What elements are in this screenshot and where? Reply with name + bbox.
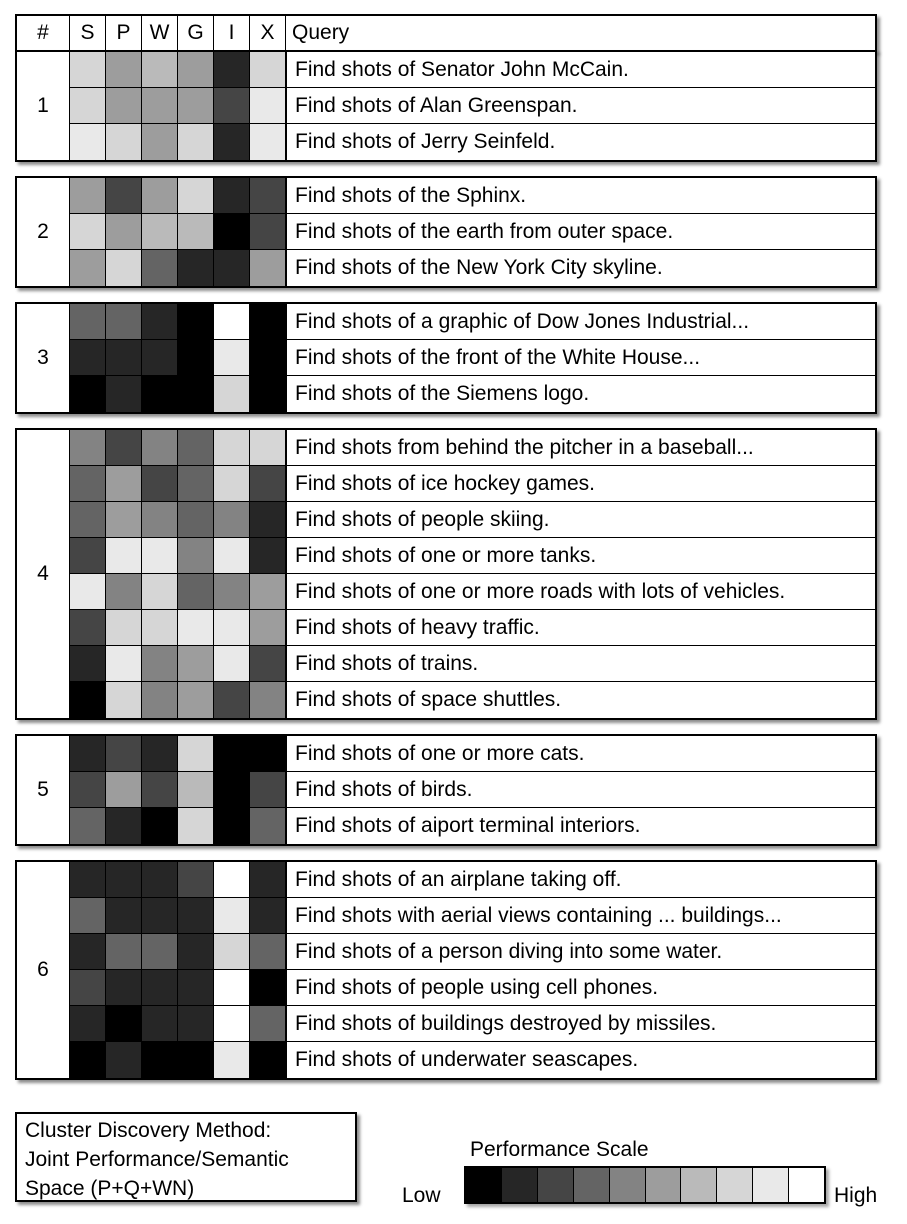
scale-swatch — [502, 1168, 538, 1202]
score-cell-i — [214, 376, 250, 412]
score-cell-i — [214, 1042, 250, 1078]
score-cell-i — [214, 970, 250, 1006]
score-cell-s — [70, 1042, 106, 1078]
method-line-1: Cluster Discovery Method: — [25, 1119, 272, 1142]
cluster-number: 5 — [17, 736, 70, 844]
score-cell-p — [106, 736, 142, 772]
score-cell-g — [178, 736, 214, 772]
score-cell-i — [214, 124, 250, 160]
score-cell-g — [178, 934, 214, 970]
cluster-number: 6 — [17, 862, 70, 1078]
score-cell-p — [106, 862, 142, 898]
score-cell-w — [142, 250, 178, 286]
score-cell-p — [106, 502, 142, 538]
scale-swatch — [753, 1168, 789, 1202]
score-cell-g — [178, 304, 214, 340]
header-col-i: I — [214, 16, 250, 50]
score-cell-i — [214, 682, 250, 718]
cluster-4 — [15, 428, 877, 720]
score-cell-w — [142, 376, 178, 412]
score-cell-s — [70, 430, 106, 466]
query-text: Find shots of underwater seascapes. — [286, 1042, 875, 1078]
score-cell-w — [142, 1006, 178, 1042]
score-cell-w — [142, 430, 178, 466]
score-cell-i — [214, 88, 250, 124]
score-cell-x — [250, 466, 286, 502]
query-text: Find shots of the Siemens logo. — [286, 376, 875, 412]
score-cell-i — [214, 502, 250, 538]
cluster-1 — [15, 50, 877, 162]
scale-swatch — [681, 1168, 717, 1202]
score-cell-s — [70, 376, 106, 412]
score-cell-i — [214, 934, 250, 970]
score-cell-p — [106, 340, 142, 376]
score-cell-p — [106, 214, 142, 250]
score-cell-i — [214, 574, 250, 610]
score-cell-p — [106, 304, 142, 340]
method-line-3: Space (P+Q+WN) — [25, 1177, 195, 1200]
query-text: Find shots of one or more cats. — [286, 736, 875, 772]
score-cell-p — [106, 646, 142, 682]
score-cell-g — [178, 646, 214, 682]
score-cell-s — [70, 304, 106, 340]
score-cell-p — [106, 574, 142, 610]
query-text: Find shots of one or more tanks. — [286, 538, 875, 574]
score-cell-x — [250, 178, 286, 214]
score-cell-p — [106, 52, 142, 88]
score-cell-x — [250, 538, 286, 574]
score-cell-g — [178, 178, 214, 214]
score-cell-s — [70, 124, 106, 160]
score-cell-w — [142, 466, 178, 502]
score-cell-w — [142, 538, 178, 574]
score-cell-w — [142, 88, 178, 124]
score-cell-p — [106, 1006, 142, 1042]
score-cell-x — [250, 502, 286, 538]
score-cell-x — [250, 340, 286, 376]
score-cell-w — [142, 682, 178, 718]
score-cell-i — [214, 466, 250, 502]
score-cell-x — [250, 736, 286, 772]
score-cell-s — [70, 466, 106, 502]
score-cell-s — [70, 970, 106, 1006]
score-cell-p — [106, 934, 142, 970]
score-cell-x — [250, 772, 286, 808]
score-cell-g — [178, 430, 214, 466]
method-line-2: Joint Performance/Semantic — [25, 1148, 289, 1171]
score-cell-p — [106, 808, 142, 844]
scale-low-label: Low — [402, 1184, 441, 1207]
score-cell-x — [250, 682, 286, 718]
score-cell-p — [106, 88, 142, 124]
header-col-s: S — [70, 16, 106, 50]
score-cell-w — [142, 610, 178, 646]
score-cell-x — [250, 430, 286, 466]
query-text: Find shots of Alan Greenspan. — [286, 88, 875, 124]
header-query: Query — [292, 21, 350, 44]
score-cell-x — [250, 610, 286, 646]
score-cell-x — [250, 1006, 286, 1042]
score-cell-i — [214, 646, 250, 682]
score-cell-g — [178, 502, 214, 538]
query-text: Find shots of aiport terminal interiors. — [286, 808, 875, 844]
score-cell-g — [178, 898, 214, 934]
score-cell-i — [214, 178, 250, 214]
score-cell-g — [178, 1042, 214, 1078]
score-cell-i — [214, 772, 250, 808]
score-cell-w — [142, 934, 178, 970]
score-cell-i — [214, 898, 250, 934]
scale-swatch — [610, 1168, 646, 1202]
score-cell-g — [178, 772, 214, 808]
score-cell-w — [142, 124, 178, 160]
score-cell-i — [214, 52, 250, 88]
score-cell-x — [250, 970, 286, 1006]
score-cell-s — [70, 574, 106, 610]
cluster-6 — [15, 860, 877, 1080]
score-cell-w — [142, 52, 178, 88]
query-text: Find shots of heavy traffic. — [286, 610, 875, 646]
score-cell-x — [250, 124, 286, 160]
score-cell-p — [106, 466, 142, 502]
score-cell-x — [250, 862, 286, 898]
query-text: Find shots of Jerry Seinfeld. — [286, 124, 875, 160]
score-cell-g — [178, 340, 214, 376]
score-cell-w — [142, 304, 178, 340]
score-cell-p — [106, 250, 142, 286]
header-col-x: X — [250, 16, 286, 50]
performance-scale-bar — [464, 1166, 826, 1204]
table-header — [15, 14, 877, 52]
score-cell-x — [250, 1042, 286, 1078]
score-cell-g — [178, 970, 214, 1006]
score-cell-g — [178, 466, 214, 502]
score-cell-i — [214, 430, 250, 466]
cluster-method-box — [15, 1112, 357, 1202]
cluster-number: 4 — [17, 430, 70, 718]
score-cell-p — [106, 898, 142, 934]
score-cell-i — [214, 610, 250, 646]
cluster-2 — [15, 176, 877, 288]
score-cell-p — [106, 1042, 142, 1078]
score-cell-x — [250, 52, 286, 88]
scale-swatch — [466, 1168, 502, 1202]
score-cell-w — [142, 862, 178, 898]
header-num: # — [17, 16, 70, 50]
score-cell-w — [142, 808, 178, 844]
cluster-number: 2 — [17, 178, 70, 286]
score-cell-x — [250, 574, 286, 610]
score-cell-p — [106, 610, 142, 646]
query-text: Find shots of birds. — [286, 772, 875, 808]
scale-high-label: High — [834, 1184, 878, 1207]
score-cell-g — [178, 250, 214, 286]
score-cell-w — [142, 574, 178, 610]
score-cell-w — [142, 1042, 178, 1078]
query-text: Find shots of the New York City skyline. — [286, 250, 875, 286]
score-cell-w — [142, 646, 178, 682]
query-text: Find shots of a person diving into some water. — [286, 934, 875, 970]
score-cell-p — [106, 970, 142, 1006]
score-cell-g — [178, 124, 214, 160]
score-cell-i — [214, 304, 250, 340]
score-cell-x — [250, 898, 286, 934]
score-cell-x — [250, 304, 286, 340]
score-cell-g — [178, 88, 214, 124]
score-cell-x — [250, 808, 286, 844]
query-text: Find shots of people using cell phones. — [286, 970, 875, 1006]
query-text: Find shots of space shuttles. — [286, 682, 875, 718]
score-cell-s — [70, 646, 106, 682]
query-text: Find shots of an airplane taking off. — [286, 862, 875, 898]
score-cell-p — [106, 178, 142, 214]
score-cell-w — [142, 772, 178, 808]
score-cell-s — [70, 502, 106, 538]
score-cell-g — [178, 538, 214, 574]
query-text: Find shots of people skiing. — [286, 502, 875, 538]
score-cell-s — [70, 808, 106, 844]
scale-swatch — [574, 1168, 610, 1202]
score-cell-s — [70, 862, 106, 898]
score-cell-s — [70, 52, 106, 88]
score-cell-s — [70, 772, 106, 808]
query-text: Find shots of the front of the White House... — [286, 340, 875, 376]
score-cell-w — [142, 340, 178, 376]
score-cell-i — [214, 1006, 250, 1042]
score-cell-s — [70, 682, 106, 718]
score-cell-x — [250, 646, 286, 682]
score-cell-w — [142, 214, 178, 250]
query-text: Find shots of buildings destroyed by missiles. — [286, 1006, 875, 1042]
score-cell-s — [70, 1006, 106, 1042]
score-cell-g — [178, 862, 214, 898]
query-text: Find shots from behind the pitcher in a baseball... — [286, 430, 875, 466]
score-cell-x — [250, 934, 286, 970]
score-cell-g — [178, 574, 214, 610]
query-text: Find shots of Senator John McCain. — [286, 52, 875, 88]
score-cell-i — [214, 340, 250, 376]
query-text: Find shots of ice hockey games. — [286, 466, 875, 502]
score-cell-x — [250, 88, 286, 124]
query-text: Find shots of the earth from outer space. — [286, 214, 875, 250]
score-cell-s — [70, 538, 106, 574]
scale-swatch — [646, 1168, 682, 1202]
score-cell-x — [250, 214, 286, 250]
scale-title: Performance Scale — [470, 1138, 649, 1161]
score-cell-g — [178, 682, 214, 718]
score-cell-p — [106, 772, 142, 808]
query-text: Find shots of a graphic of Dow Jones Industrial... — [286, 304, 875, 340]
header-col-w: W — [142, 16, 178, 50]
query-text: Find shots of trains. — [286, 646, 875, 682]
score-cell-g — [178, 610, 214, 646]
score-cell-g — [178, 808, 214, 844]
score-cell-w — [142, 736, 178, 772]
score-cell-g — [178, 52, 214, 88]
score-cell-p — [106, 376, 142, 412]
header-col-g: G — [178, 16, 214, 50]
score-cell-w — [142, 970, 178, 1006]
score-cell-i — [214, 214, 250, 250]
query-text: Find shots with aerial views containing ... buildings... — [286, 898, 875, 934]
score-cell-w — [142, 178, 178, 214]
score-cell-w — [142, 502, 178, 538]
score-cell-g — [178, 1006, 214, 1042]
score-cell-s — [70, 88, 106, 124]
score-cell-s — [70, 898, 106, 934]
score-cell-i — [214, 808, 250, 844]
score-cell-i — [214, 736, 250, 772]
cluster-3 — [15, 302, 877, 414]
score-cell-p — [106, 538, 142, 574]
score-cell-i — [214, 538, 250, 574]
query-text: Find shots of one or more roads with lots of vehicles. — [286, 574, 875, 610]
cluster-5 — [15, 734, 877, 846]
score-cell-g — [178, 376, 214, 412]
score-cell-s — [70, 610, 106, 646]
scale-swatch — [789, 1168, 824, 1202]
score-cell-s — [70, 736, 106, 772]
score-cell-x — [250, 250, 286, 286]
score-cell-s — [70, 934, 106, 970]
scale-swatch — [538, 1168, 574, 1202]
cluster-number: 1 — [17, 52, 70, 160]
score-cell-x — [250, 376, 286, 412]
score-cell-i — [214, 250, 250, 286]
score-cell-i — [214, 862, 250, 898]
query-text: Find shots of the Sphinx. — [286, 178, 875, 214]
score-cell-s — [70, 178, 106, 214]
score-cell-s — [70, 214, 106, 250]
score-cell-p — [106, 430, 142, 466]
score-cell-w — [142, 898, 178, 934]
scale-swatch — [717, 1168, 753, 1202]
score-cell-g — [178, 214, 214, 250]
cluster-number: 3 — [17, 304, 70, 412]
score-cell-p — [106, 682, 142, 718]
score-cell-s — [70, 250, 106, 286]
score-cell-s — [70, 340, 106, 376]
score-cell-p — [106, 124, 142, 160]
header-col-p: P — [106, 16, 142, 50]
